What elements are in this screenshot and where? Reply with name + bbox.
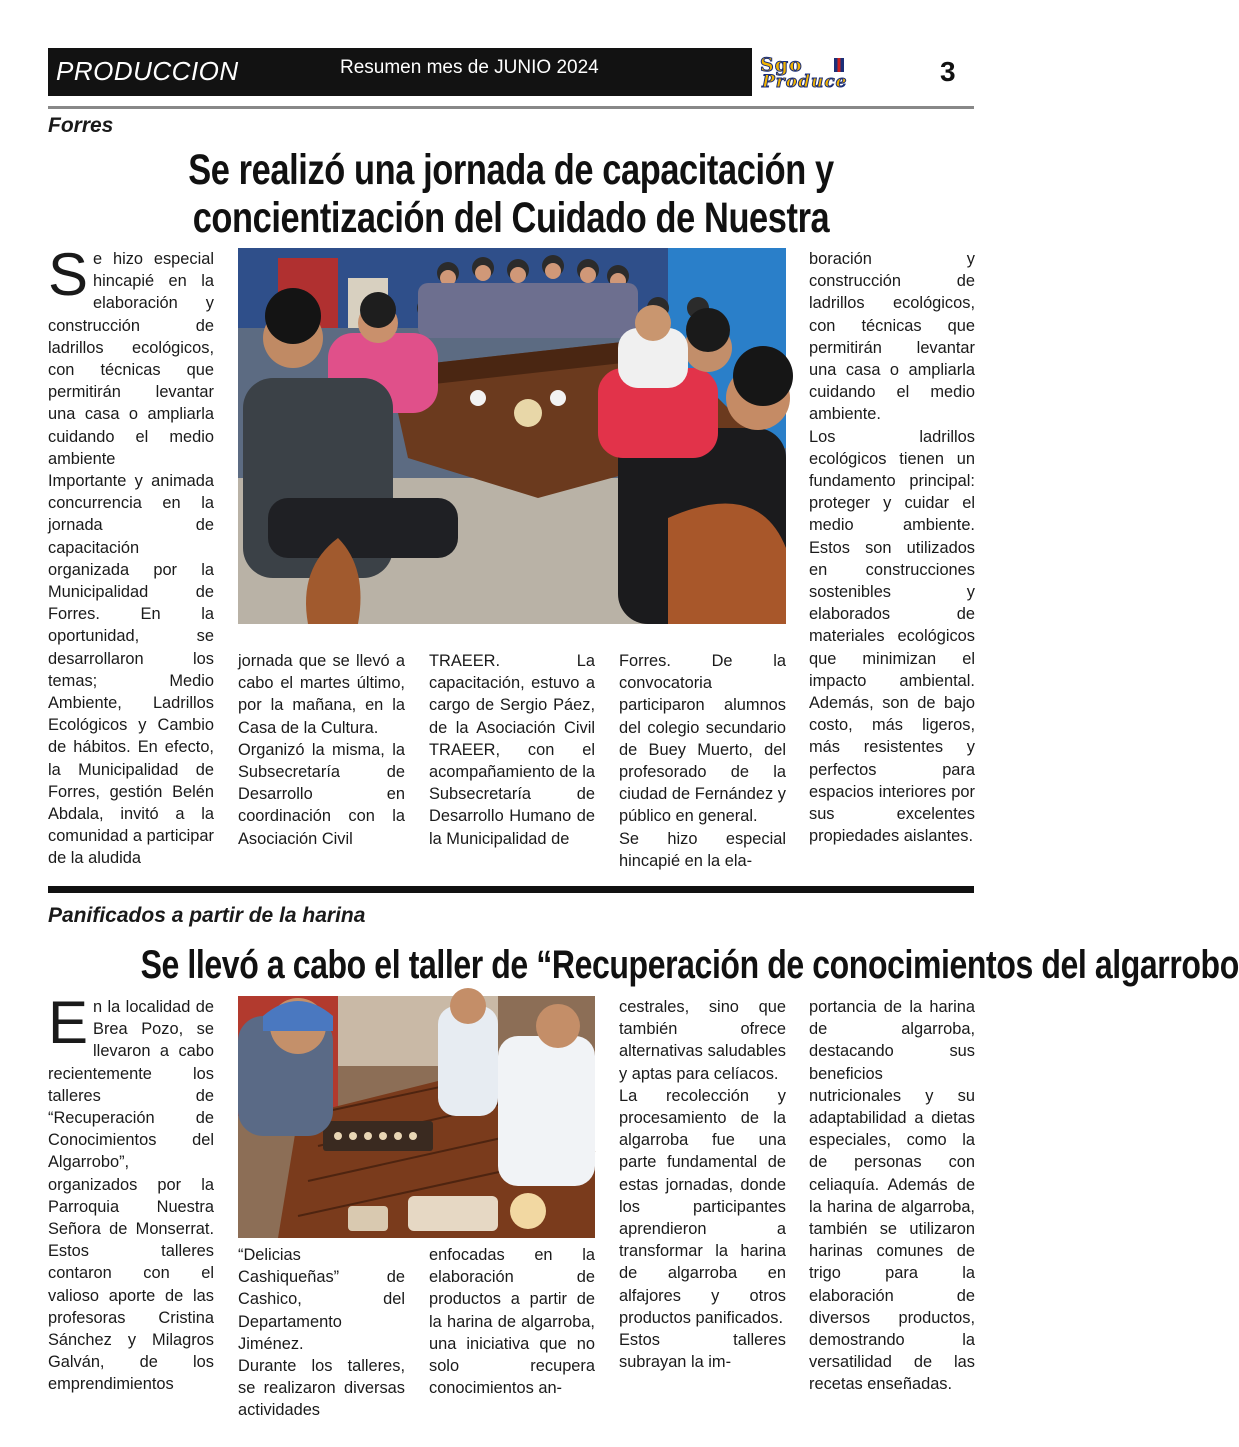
article2-col4-para1: cestrales, sino que también ofrece alternativas saludables y aptas para celíacos. xyxy=(619,998,786,1083)
article2-col1 xyxy=(48,989,214,1396)
article1-col4-para1: Forres. De la convocatoria participaron alumnos del colegio secundario de Buey Muerto, del profesorado de la ciudad de Fernández y público en general. xyxy=(619,652,786,826)
page-number: 3 xyxy=(940,56,956,87)
article1-headline-line2: concientización del Cuidado de Nuestra xyxy=(192,194,830,242)
article1-col3 xyxy=(429,650,595,850)
article2-col3 xyxy=(429,1244,595,1399)
publication-logo xyxy=(760,54,900,92)
article1-kicker: Forres xyxy=(48,114,114,137)
article2-col1-para1: n la localidad de Brea Pozo, se llevaron a cabo recientemente los talleres de “Recuperación de Conocimientos del Algarrobo”, organizados por la Parroquia Nuestra Señora de Monserrat. Estos talleres contaron con el valioso aporte de las profesoras Cristina Sánchez y Milagros Galván, de los emprendimientos xyxy=(48,998,214,1394)
article2-kicker: Panificados a partir de la harina xyxy=(48,904,366,927)
article1-col2-para1: jornada que se llevó a cabo el martes último, por la mañana, en la Casa de la Cultura. xyxy=(238,652,405,737)
article2-headline: Se llevó a cabo el taller de “Recuperación de conocimientos del algarrobo xyxy=(140,943,1239,987)
article1-col2 xyxy=(238,650,405,850)
article2-col5 xyxy=(809,996,975,1396)
article1-dropcap: S xyxy=(48,241,89,308)
flag-icon xyxy=(834,58,844,72)
article1-photo-graphic xyxy=(238,248,786,624)
article1-col5-para1: boración y construcción de ladrillos ecológicos, con técnicas que permitirán levantar una casa o ampliarla cuidando el medio ambiente. xyxy=(809,250,975,424)
article1-col5 xyxy=(809,248,975,847)
article2-photo xyxy=(238,996,595,1238)
article1-col2-para2: Organizó la misma, la Subsecretaría de Desarrollo en coordinación con la Asociación Civil xyxy=(238,740,405,848)
logo-text-top: Sgo xyxy=(760,54,803,76)
article2-col3-para1: enfocadas en la elaboración de productos a partir de la harina de algarroba, una iniciativa que no solo recupera conocimientos an- xyxy=(429,1246,595,1398)
article1-col5-para2: Los ladrillos ecológicos tienen un fundamento principal: proteger y cuidar el medio ambiente. Estos son utilizados en construcciones sostenibles y elaborados de materiales ecológicos que minimizan el impacto ambiental. Además, son de bajo costo, más ligeros, más resistentes y perfectos para espacios interiores por sus excelentes propiedades aislantes. xyxy=(809,427,975,846)
article2-col4-para2: La recolección y procesamiento de la algarroba fue una parte fundamental de estas jornadas, donde los participantes aprendieron a transformar la harina de algarroba en alfajores y otros productos panificados. xyxy=(619,1086,786,1327)
article1-col1-para1: e hizo especial hincapié en la elaboración y construcción de ladrillos ecológicos, con técnicas que permitirán levantar una casa o ampliarla cuidando el medio ambiente xyxy=(48,250,214,468)
article2-dropcap: E xyxy=(48,989,89,1056)
article2-col2 xyxy=(238,1244,405,1422)
article2-col4-para3: Estos talleres subrayan la im- xyxy=(619,1331,786,1372)
section-title: PRODUCCION xyxy=(56,56,239,86)
article2-photo-graphic xyxy=(238,996,595,1238)
article1-col1 xyxy=(48,241,214,870)
article2-col2-para2: Durante los talleres, se realizaron diversas actividades xyxy=(238,1357,405,1420)
issue-month: Resumen mes de JUNIO 2024 xyxy=(340,57,599,78)
article1-headline-line1: Se realizó una jornada de capacitación y xyxy=(188,146,834,194)
article1-col4-para2: Se hizo especial hincapié en la ela- xyxy=(619,829,786,870)
header-rule xyxy=(48,106,974,109)
article1-col1-para2: Importante y animada concurrencia en la jornada de capacitación organizada por la Municipalidad de Forres. En la oportunidad, se desarrollaron los temas; Medio Ambiente, Ladrillos Ecológicos y Cambio de hábitos. En efecto, la Municipalidad de Forres, gestión Belén Abdala, invitó a la comunidad a participar de la aludida xyxy=(48,472,214,868)
article1-photo xyxy=(238,248,786,624)
article1-col4 xyxy=(619,650,786,872)
article2-col5-para1: portancia de la harina de algarroba, destacando sus beneficios nutricionales y su adaptabilidad a dietas especiales, como la de personas con celiaquía. Además de la harina de algarroba, también se utilizaron harinas comunes de trigo para la elaboración de diversos productos, demostrando la versatilidad de las recetas enseñadas. xyxy=(809,998,975,1394)
article2-col4 xyxy=(619,996,786,1373)
article2-col2-para1: “Delicias Cashiqueñas” de Cashico, del Departamento Jiménez. xyxy=(238,1246,405,1353)
logo-text-bottom: Produce xyxy=(762,72,848,92)
section-divider xyxy=(48,886,974,893)
article1-col3-para1: TRAEER. La capacitación, estuvo a cargo de Sergio Páez, de la Asociación Civil TRAEER, con el acompañamiento de la Subsecretaría de Desarrollo Humano de la Municipalidad de xyxy=(429,652,595,848)
